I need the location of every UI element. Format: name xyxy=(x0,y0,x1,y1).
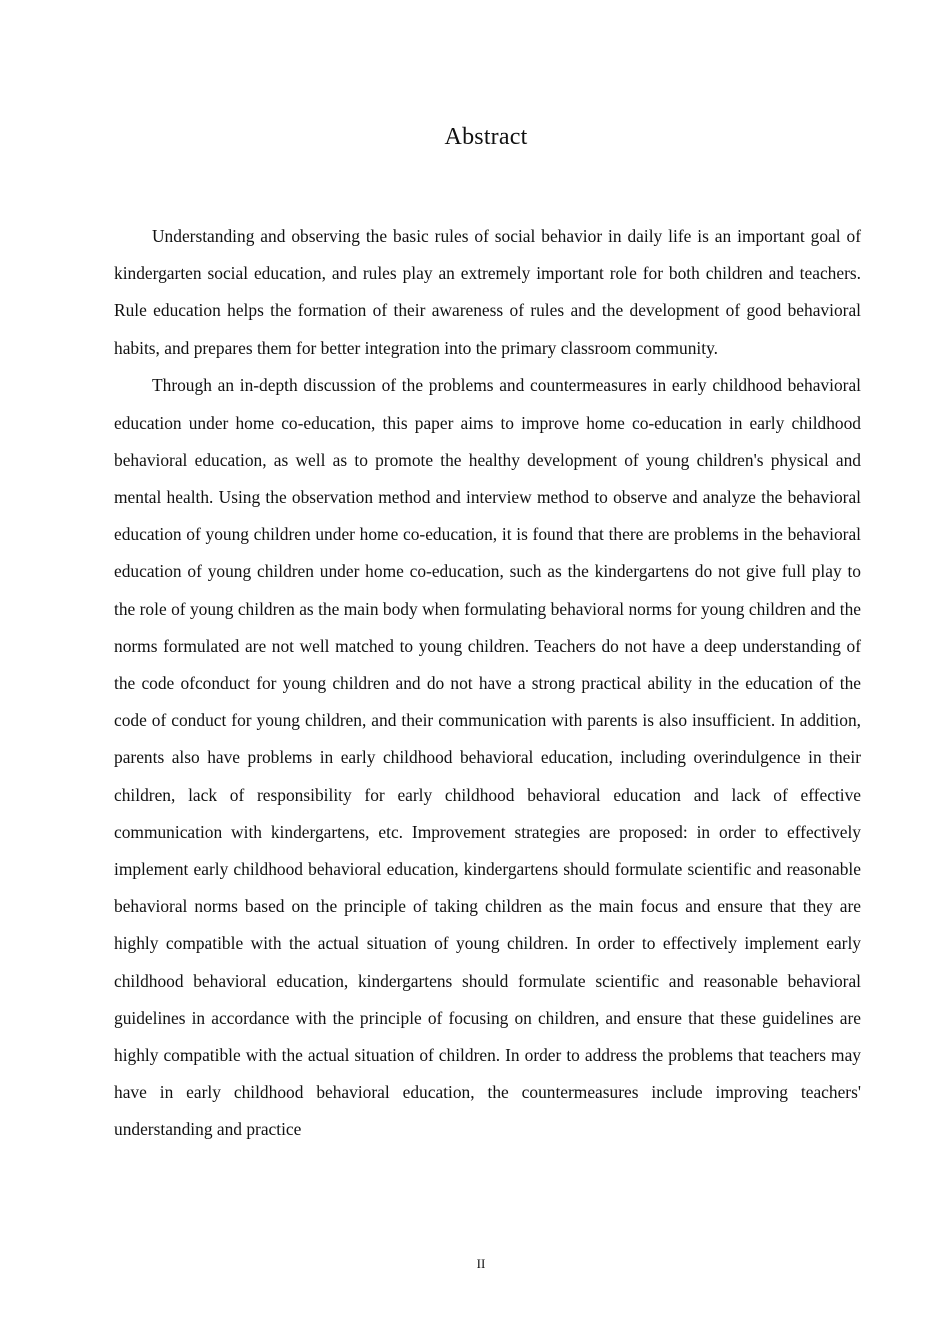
abstract-paragraph-2: Through an in-depth discussion of the problems and countermeasures in early childhood behavioral education under home co-education, this paper aims to improve home co-education in early childhood behavioral education, as well as to promote the healthy development of young children's physical and mental health. Using the observation method and interview method to observe and analyze the behavioral education of young children under home co-education, it is found that there are problems in the behavioral education of young children under home co-education, such as the kindergartens do not give full play to the role of young children as the main body when formulating behavioral norms for young children and the norms formulated are not well matched to young children. Teachers do not have a deep understanding of the code ofconduct for young children and do not have a strong practical ability in the education of the code of conduct for young children, and their communication with parents is also insufficient. In addition, parents also have problems in early childhood behavioral education, including overindulgence in their children, lack of responsibility for early childhood behavioral education and lack of effective communication with kindergartens, etc. Improvement strategies are proposed: in order to effectively implement early childhood behavioral education, kindergartens should formulate scientific and reasonable behavioral norms based on the principle of taking children as the main focus and ensure that they are highly compatible with the actual situation of young children. In order to effectively implement early childhood behavioral education, kindergartens should formulate scientific and reasonable behavioral guidelines in accordance with the principle of focusing on children, and ensure that these guidelines are highly compatible with the actual situation of children. In order to address the problems that teachers may have in early childhood behavioral education, the countermeasures include improving teachers' understanding and practice xyxy=(114,375,861,1140)
page-number: II xyxy=(476,1256,486,1271)
page-title: Abstract xyxy=(444,124,528,150)
abstract-paragraph-1: Understanding and observing the basic rules of social behavior in daily life is an important goal of kindergarten social education, and rules play an extremely important role for both children and teachers. Rule education helps the formation of their awareness of rules and the development of good behavioral habits, and prepares them for better integration into the primary classroom community. xyxy=(114,226,861,358)
abstract-body xyxy=(114,218,861,1149)
